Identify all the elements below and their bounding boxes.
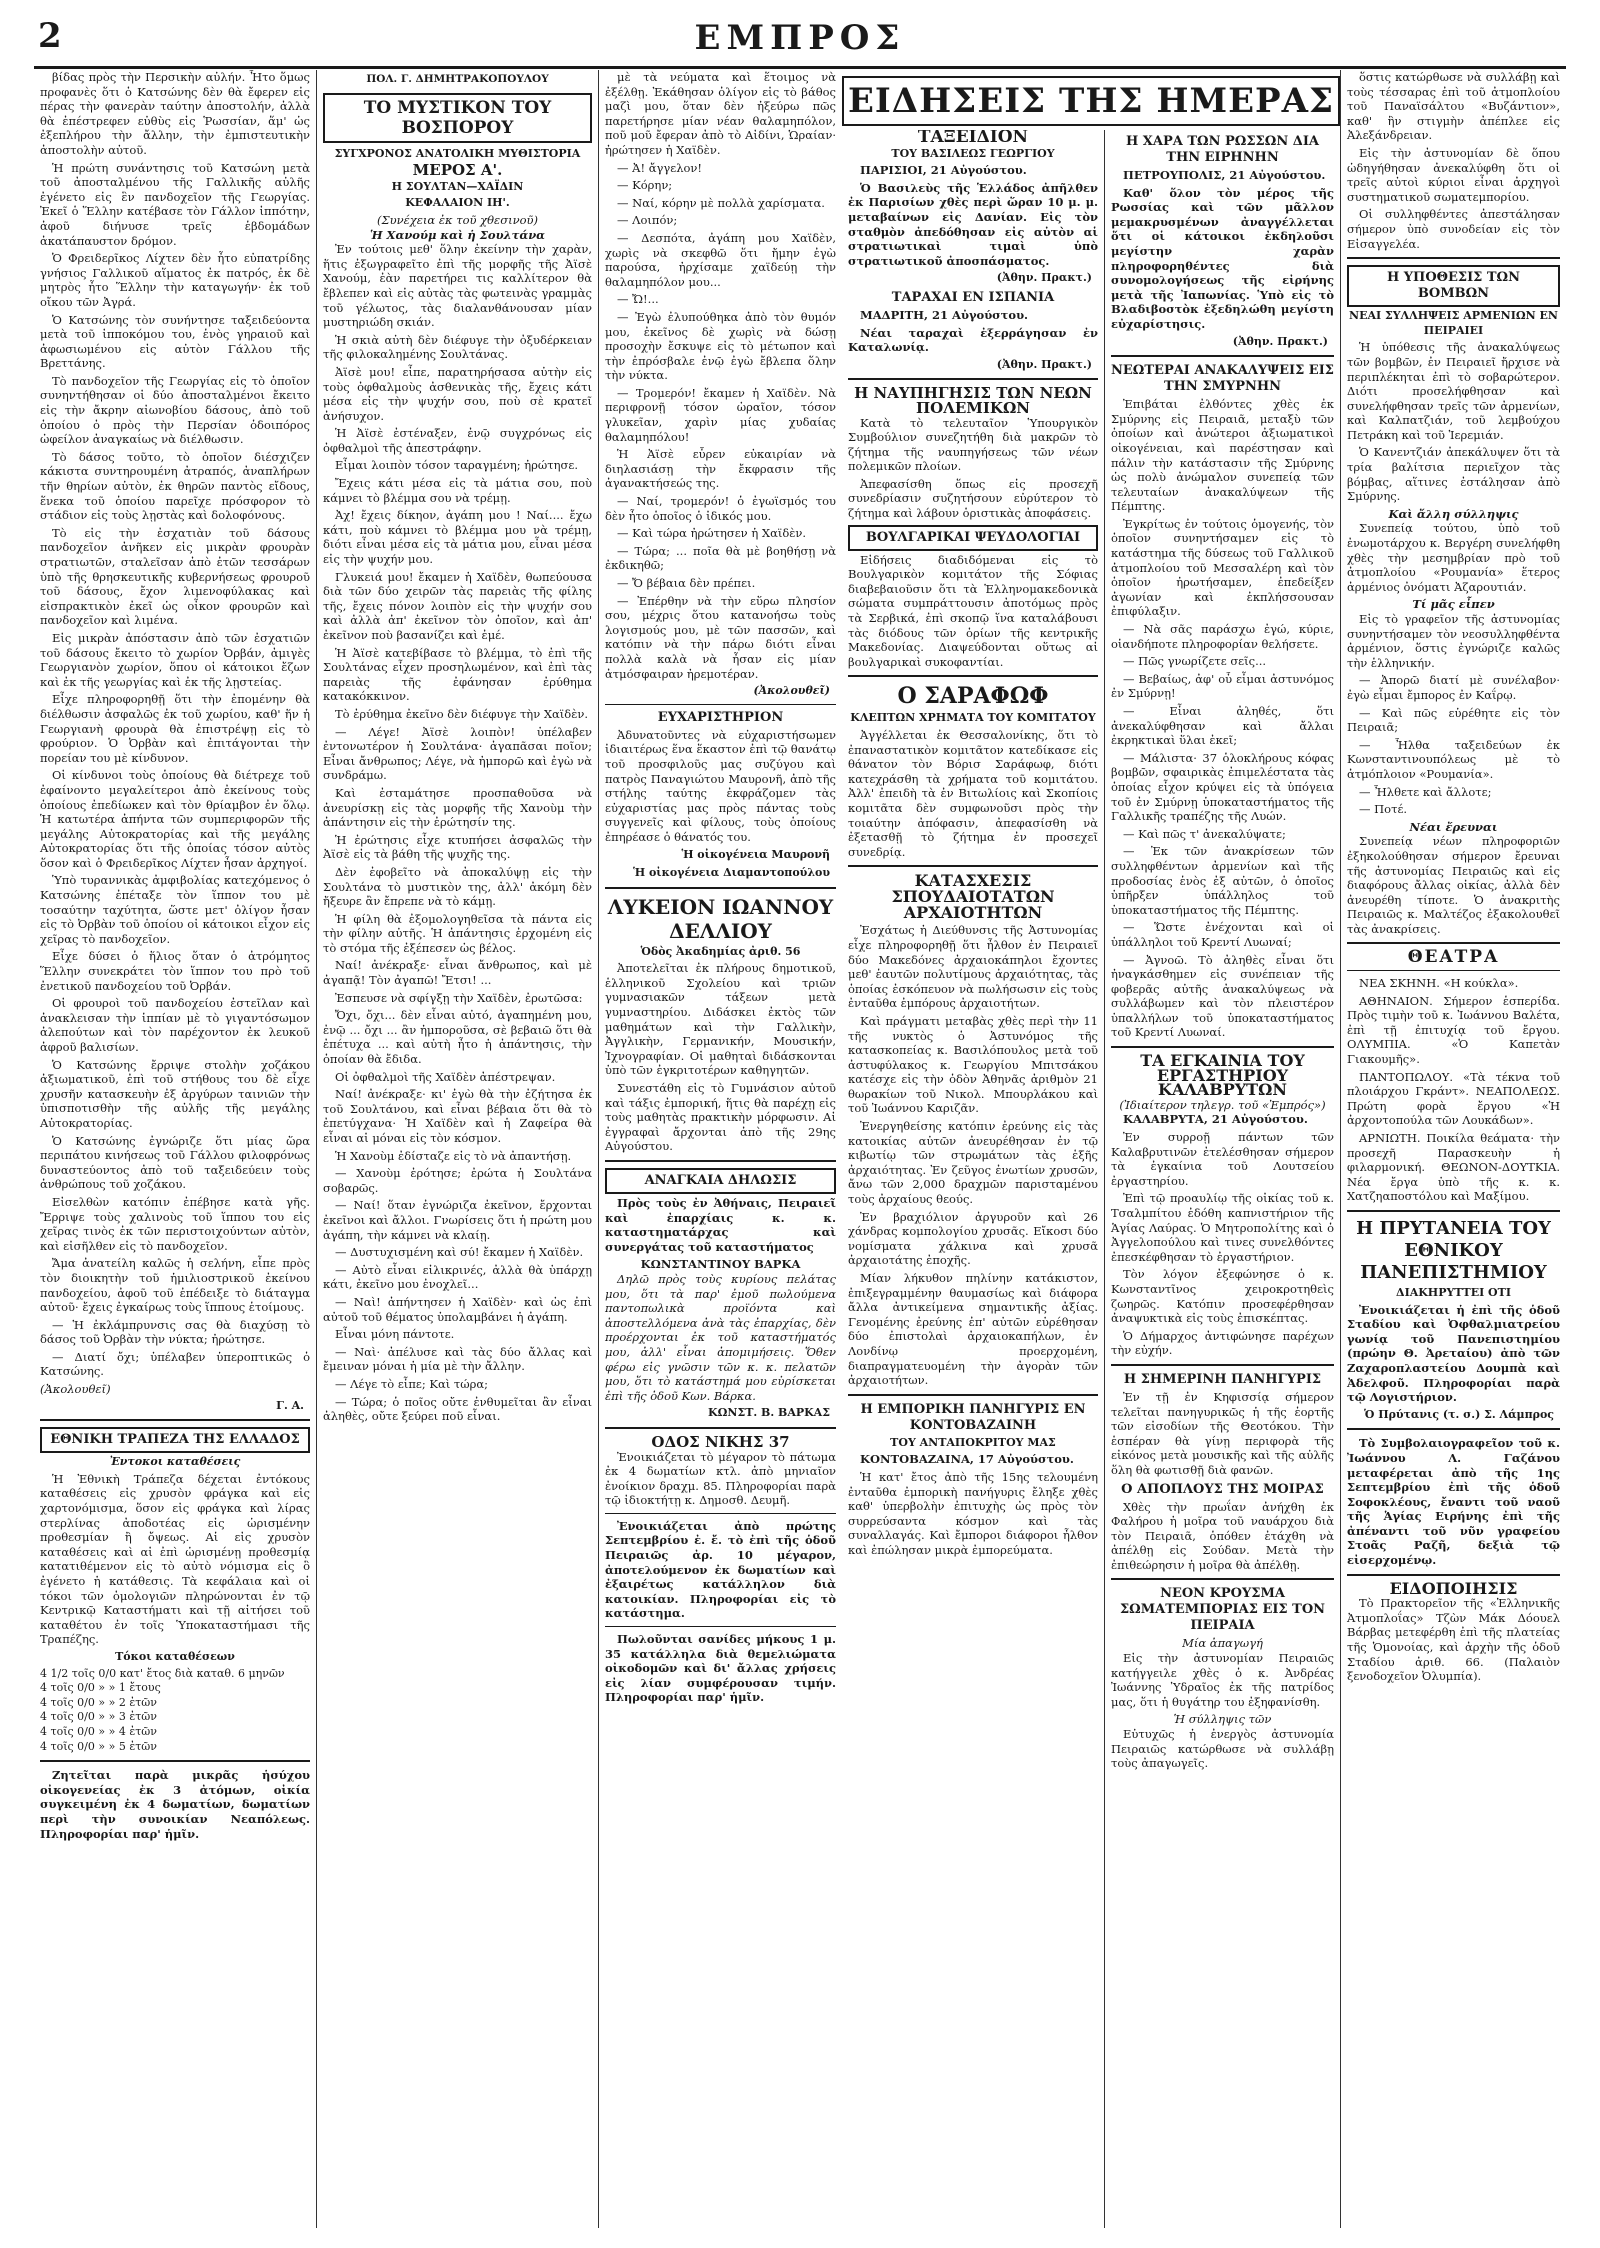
serial-text: Δὲν ἐφοβεῖτο νὰ ἀποκαλύψῃ εἰς τὴν Σουλτάνα τὸ μυστικὸν της, ἀλλ' ἀκόμη δὲν ἤξευρε ἂν ἔπρεπε νὰ τὸ κάμῃ. [323,864,592,909]
fest-text: Ἐν τῇ ἐν Κηφισσίᾳ σήμερον τελεῖται πανηγυρικῶς ἡ τῆς ἑορτῆς τῶν εἰσοδίων τῆς Θεοτόκου. Τὴν ἑσπέραν θὰ γίνῃ περιφορὰ τῆς εἰκόνος μετὰ μουσικῆς καὶ τῆς αὐλῆς ὅλη θὰ φωτισθῇ διὰ φανῶν. [1111,1389,1334,1477]
odos-text: Ἐνοικιάζεται τὸ μέγαρον τὸ πάτωμα ἐκ 4 δωματίων κτλ. ἀπὸ μηνιαῖον ἐνοίκιον δραχμ. 85. Πληροφορίαι παρὰ τῷ ἰδιοκτήτῃ κ. Δημοσθ. Δευμῆ. [605,1449,836,1508]
kalav-text: Ἐν συρροῇ πάντων τῶν Καλαβρυτινῶν ἐτελέσθησαν σήμερον τὰ ἐγκαίνια τοῦ Λουτσείου ἐργαστηρίου. [1111,1130,1334,1188]
serial-text: — Ἡ ἐκλάμπρυνσις σας θὰ διαχύσῃ τὸ δάσος τοῦ Ὀρβὰν τὴν νύκτα; ἠρώτησε. [40,1317,310,1347]
crash-text: Εὐτυχῶς ἡ ἐνεργὸς ἀστυνομία Πειραιῶς κατώρθωσε νὰ συλλάβῃ τοὺς ἀπαγωγεῖς. [1111,1727,1334,1771]
serial-part-title: Η ΣΟΥΛΤΑΝ—ΧΑΪΔΙΝ [391,179,524,193]
fest-heading: Η ΣΗΜΕΡΙΝΗ ΠΑΝΗΓΥΡΙΣ [1123,1371,1322,1387]
roses-source: (Ἀθην. Πρακτ.) [1232,334,1328,348]
divider [40,1419,310,1421]
column-3 [598,70,842,2228]
bank-subheading: Ἐντοκοι καταθέσεις [109,1455,241,1469]
divider [1347,1428,1560,1430]
univ-subheading: ΔΙΑΚΗΡΥΤΤΕΙ ΟΤΙ [1396,1285,1511,1299]
divider [848,1394,1098,1396]
divider [1347,942,1560,944]
smyrna-text: — Βεβαίως, ἀφ' οὗ εἶμαι ἀστυνόμος ἐν Σμύρνῃ! [1111,671,1334,701]
said-text: — Ἦλθα ταξειδεύων ἐκ Κωνσταντινουπόλεως μὲ τὸ ἀτμόπλοιον «Ρουμανία». [1347,737,1560,781]
serial-text: — Δυστυχισμένη καὶ σύ! ἔκαμεν ἡ Χαϊδὲν. [335,1245,584,1260]
search-text: Συνεπείᾳ νέων πληροφοριῶν ἐξηκολούθησαν σήμερον ἔρευναι τῆς ἀστυνομίας Πειραιῶς καὶ εἰς διαφόρους ἄλλας οἰκίας, ἀλλὰ δὲν ἀνευρέθη τίποτε. Ὁ ἀνακριτὴς Πειραιῶς κ. Μαλτέζος ἐξακολουθεῖ τὰς ἀνακρίσεις. [1347,834,1560,936]
rates-title: Τόκοι καταθέσεων [115,1649,235,1663]
serial-text: Οἱ φρουροὶ τοῦ πανδοχείου ἐστεῖλαν καὶ ἀνακλεισαν τὴν ἱππίαν μὲ τὸ γιγαντόσωμον ἀλεπούτων καὶ τὸν παρέχοντον ἐκ λευκοῦ ἀφροῦ βαλισίων. [40,996,310,1054]
serial-text: Τὸ ἐρύθημα ἐκεῖνο δὲν διέφυγε τὴν Χαϊδὲν. [335,706,589,721]
serial-text: — Λοιπόν; [617,213,678,228]
lyceum-text: Ἀποτελεῖται ἐκ πλήρους δημοτικοῦ, ἑλληνικοῦ Σχολείου καὶ τριῶν γυμνασιακῶν τάξεων μετὰ γυμναστηρίου. Διδάσκει ἐκτὸς τῶν μαθημάτων καὶ τὴν Γαλλικὴν, Ἀγγλικὴν, Γερμανικήν, Μουσικήν, Ἰχνογραφίαν. Οἱ μαθηταὶ διδάσκονται ὑπὸ τῶν ἐγκριτοτέρων καθηγητῶν. [605,961,836,1078]
divider [605,1626,836,1627]
serial-continued: (Συνέχεια ἐκ τοῦ χθεσινοῦ) [377,212,538,227]
notary-text: Τὸ Συμβολαιογραφεῖον τοῦ κ. Ἰωάννου Λ. Γαζάνου μεταφέρεται ἀπὸ τῆς 1ης Σεπτεμβρίου ἐπὶ τῆς ὁδοῦ Σοφοκλέους, ἔναντι τοῦ ναοῦ τῆς Ἁγίας Ειρήνης ἐπὶ τῆς ἀπέναντι τοῦ νῦν γραφείου Στοᾶς Ραζῆ, δεξιὰ τῷ εἰσερχομένῳ. [1347,1436,1560,1568]
column-4 [842,130,1104,2228]
kalav-text: Ἐπὶ τῷ προαυλίῳ τῆς οἰκίας τοῦ κ. Τσαλμπίτου ἐδόθη καπνιστήριον τῆς Ἁγίας Λαύρας. Ὁ Μητροπολίτης καὶ ὁ Ἀγγελοπούλου καὶ τινες συνελθόντες ἐπεσκέφθησαν τὸ ἐργαστήριον. [1111,1191,1334,1264]
serial-section: Ἡ Χανούμ καὶ ἡ Σουλτάνα [369,227,546,242]
divider [848,378,1098,380]
crash-subheading: Μία ἀπαγωγή [1182,1636,1263,1651]
serial-text: — Ἐγὼ ἐλυπούθηκα ἀπὸ τὸν θυμόν μου, ἐκεῖνος δὲ χωρὶς νὰ δώσῃ προσοχὴν ἔσκυψε εἰς τὸ μέτωπον καὶ τὴν ἐπρόσβαλε ἐνῷ ἐγὼ ἔβλεπα ὅλην τὴν νύκτα. [605,309,836,383]
thanks-signature-2: Ἡ οἰκογένεια Διαμαντοπούλου [633,866,830,880]
serial-text: Εἶχε δύσει ὁ ἥλιος ὅταν ὁ ἀτρόμητος Ἕλλην συνεκράτει τὸν ἵππον του πρὸ τοῦ ἐνετικοῦ πανδοχείου τοῦ Ὀρβάν. [40,949,310,993]
column-2 [316,70,598,2228]
said-text: — Ποτέ. [1359,802,1408,817]
bombs-heading: Η ΥΠΟΘΕΣΙΣ ΤΩΝ ΒΟΜΒΩΝ [1347,265,1560,307]
kalav-heading: ΤΑ ΕΓΚΑΙΝΙΑ ΤΟΥ ΕΡΓΑΣΤΗΡΙΟΥ ΚΑΛΑΒΡΥΤΩΝ [1140,1051,1305,1100]
serial-text: — Ναί, κόρην μὲ πολλὰ χαρίσματα. [617,195,825,210]
serial-text: Τὸ εἰς τὴν ἐσχατιὰν τοῦ δάσους πανδοχεῖον ἀνῆκεν εἰς μικρὰν φρουρὰν στρατιωτῶν, σταλεῖσαν ἀπὸ ἐτῶν τεσσάρων ὑπὸ τῆς θρησκευτικῆς κυβερνήσεως φρουροῦ τοῦ δάσους, ἔχον λιμενοφύλακας καὶ εἰσπρακτικὸν ἐκεῖ ὡς οἶκον φρουρῶν καὶ πανδοχεῖον καὶ λιμένα. [40,525,310,628]
serial-text: Ἐν τούτοις μεθ' ὅλην ἐκείνην τὴν χαρὰν, ἥτις ἐξωγραφεῖτο ἐπὶ τῆς μορφῆς τῆς Ἀϊσὲ Χανούμ, ἐὰν παρετήρει τις καλλίτερον θὰ ἔβλεπεν καὶ εἰς αὐτὰς τὰς φωτεινὰς γραμμὰς τοῦ γέλωτος, τὰς διαλανθάνουσαν μίαν μυστηριώδη σκιάν. [323,242,592,330]
serial-text: Ἀχ! ἔχεις δίκηον, ἀγάπη μου ! Ναί.... ἔχω κάτι, ποὺ κάμνει τὸ βλέμμα μου νὰ τρέμῃ, διότι εἶναι μέσα εἰς τὰ μάτια μου, εἶναι μέσα εἰς τὴν ψυχήν μου. [323,508,592,567]
page-number: 2 [38,16,62,56]
serial-text: Ὑπὸ τυραννικὰς ἀμφιβολίας κατεχόμενος ὁ Κατσώνης ἐπέταξε τὸν ἵππον του μὲ τοσαύτην ταχύτητα, ὥστε μετ' ὀλίγον ἦσαν εἰς τὸ Ὀρβὰν τοῦ ὁποίου οἱ κάτοικοι εἶχον εἰς χεῖρας τὸ πανδοχεῖον. [40,873,310,946]
notice-text: Τὸ Πρακτορεῖον τῆς «Ἑλληνικῆς Ἀτμοπλοΐας» Τζὼν Μάκ Δόουελ Βάρβας μετεφέρθη ἐπὶ τῆς πλατείας τῆς Ὁμονοίας, καὶ ἀρχὴν τῆς ὁδοῦ Σταδίου ἀριθ. 66. (Παλαιὸν ξενοδοχεῖον Ὀλυμπία). [1347,1596,1560,1684]
smyrna-text: Ἐπιβάται ἐλθόντες χθὲς ἐκ Σμύρνης εἰς Πειραιᾶ, μεταξὺ τῶν ὁποίων καὶ ἀνώτεροι ἀξιωματικοὶ οἰκογένειαι, καὶ παρέστησαν καὶ πάλιν τὴν κατάστασιν τῆς Σμύρνης ὡς πολὺ ἀνώμαλον συνεπείᾳ τῶν τελευταίων ἀνακαλύψεων τῆς Πέμπτης. [1111,397,1334,514]
column-1 [34,70,316,2228]
notice-to: Πρὸς τοὺς ἐν Ἀθήναις, Πειραιεῖ καὶ ἐπαρχίαις κ. κ. καταστηματάρχας καὶ συνεργάτας τοῦ καταστήματος [605,1196,836,1254]
rates-list [40,1667,310,1755]
bombs-text: Ἡ ὑπόθεσις τῆς ἀνακαλύψεως τῶν βομβῶν, ἐν Πειραιεῖ ἤρχισε νὰ περιπλέκηται ἐπὶ τὸ σοβαρώτερον. Διότι προσελήφθησαν καὶ συνελήφθησαν τρεῖς τῶν ἀρμενίων, καὶ Καλπατζιάν, τοῦ λεμβούχου Πετράκη καὶ τοῦ Ἱερεμιάν. [1347,340,1560,442]
thanks-signature-1: Ἡ οἰκογένεια Μαυρονῆ [681,847,830,861]
arrests-text: Μίαν λήκυθον πηλίνην κατάκιστον, ἐπιξεγραμμένην θαυμασίως καὶ διάφορα ἄλλα ἀντικείμενα σημαντικῆς ἀξίας. Γενομένης ἐρεύνης ἐπ' αὐτῶν εὑρέθησαν δύο ἐπιστολαὶ ἀρχαιοκαπήλων, ἐν Λονδίνῳ προερχομένη, διαπραγματευομένη τὴν ἀγορὰν τῶν ἀρχαιοτήτων. [848,1271,1098,1388]
serial-chapter: ΚΕΦΑΛΑΙΟΝ ΙΗ'. [405,196,510,210]
divider [848,865,1098,867]
paper-name: ΕΜΠΡΟΣ [694,18,906,58]
kalav-dateline: ΚΑΛΑΒΡΥΤΑ, 21 Αὐγούστου. [1123,1112,1308,1127]
serial-text: Εἰς μικρὰν ἀπόστασιν ἀπὸ τῶν ἐσχατιῶν τοῦ δάσους ἔκειτο τὸ χωρίον Ὀρβάν, ἀμιγὲς Γεωργιανὸν χωρίον, ὅπου οἱ κάτοικοι ἔζων καὶ ἐκ τῆς γεωργίας καὶ ἐκ τῆς λῃστείας. [40,630,310,689]
serial-text: Εἶχε πληροφορηθῇ ὅτι τὴν ἐπομένην θὰ διέλθωσιν ἀσφαλῶς ἐκ τοῦ χωρίου, καθ' ἥν ἡ Γεωργιανὴ φρουρὰ θὰ ἐπιστρέψῃ εἰς τὸ φρούριον. Ὁ Ὀρβὰν καὶ ἐπιτάγονται τὴν πορείαν του μὲ κίνδυνον. [40,692,310,765]
divider [1111,1364,1334,1366]
serial-text: Ἡ ἐρώτησις εἶχε κτυπήσει ἀσφαλῶς τὴν Ἀϊσὲ εἰς τὰ βάθη τῆς ψυχῆς της. [323,832,592,862]
masthead [34,14,1566,69]
news-banner: ΕΙΔΗΣΕΙΣ ΤΗΣ ΗΜΕΡΑΣ [842,76,1340,126]
serial-text: — Ναὶ! ἀπήντησεν ἡ Χαϊδὲν· καὶ ὡς ἐπὶ αὐτοῦ τοῦ θέματος ὑπολαμβάνει ἡ ἀγάπη. [323,1294,592,1324]
serial-text: βίδας πρὸς τὴν Περσικὴν αὐλήν. Ἦτο ὅμως προφανὲς ὅτι ὁ Κατσώνης δὲν θὰ ἔφερεν εἰς πέρας τὴν φανερὰν ταύτην ἀποστολήν, ἀλλὰ θὰ ἐπέστρεφεν εὐθὺς εἰς Ῥωσσίαν, ἅμ' ὡς ἐξεπλήρου τὴν ἄλλην, τὴν ἐμπιστευτικὴν ἀποστολὴν αὐτοῦ. [40,70,310,157]
divider [605,704,836,705]
thanks-heading: ΕΥΧΑΡΙΣΤΗΡΙΟΝ [657,709,784,725]
saraf-heading: Ο ΣΑΡΑΦΩΦ [897,683,1049,710]
divider [1347,1574,1560,1576]
smyrna-text: — Εἶναι ἀληθές, ὅτι ἀνεκαλύφθησαν καὶ ἄλλαι ἐκρηκτικαὶ ὕλαι ἐκεῖ; [1111,704,1334,748]
serial-text: Ὁ Κατσώνης ἐγνώριζε ὅτι μίας ὥρα περιπάτου κινήσεως τοῦ Γάλλου φιλοφρόνως δυναστεύοντος ἀπὸ τοῦ ταξειδεύειν τοὺς ἀνθρώπους τοῦ χοζάκου. [40,1133,310,1192]
serial-text: — Καὶ τώρα ἠρώτησεν ἡ Χαϊδὲν. [617,526,807,541]
spain-dateline: ΜΑΔΡΙΤΗ, 21 Αὐγούστου. [860,307,1029,322]
trip-text: Ὁ Βασιλεὺς τῆς Ἑλλάδος ἀπῆλθεν ἐκ Παρισίων χθὲς περὶ ὥραν 10 μ. μ. μεταβαίνων εἰς Δανίαν. Εἰς τὸν σταθμὸν ἀπεδόθησαν εἰς αὐτὸν αἱ στρατιωτικαὶ τιμαὶ ὑπὸ στρατιωτικοῦ ἀποσπάσματος. [848,180,1098,268]
kalav-text: Τὸν λόγον ἐξεφώνησε ὁ κ. Κωνσταντῖνος χειροκροτηθεὶς ζωηρῶς. Κατόπιν προσεφέρθησαν ἀναψυκτικὰ εἰς τοὺς ἐπισκέπτας. [1111,1267,1334,1326]
serial-text: — Τρομερόν! ἔκαμεν ἡ Χαϊδὲν. Νὰ περιφρονῇ τόσον ὡραῖον, τόσον γλυκεῖαν, χαρὶν μίας χυδαίας θαλαμηπόλου! [605,385,836,444]
bank-text: Ἡ Ἐθνικὴ Τράπεζα δέχεται ἐντόκους καταθέσεις εἰς χρυσὸν φράγκα καὶ εἰς χαρτονόμισμα, ὅσον εἰς φράγκα καὶ λίρας στερλίνας ἀποδοτέας εἰς ὡρισμένην προθεσμίαν ἢ ὄψεως. Αἱ εἰς χρυσὸν καταθέσεις καὶ αἱ ἐπὶ ὡρισμένῃ προθεσμίᾳ κατατιθέμενον εἰς τὸ αὐτὸ νόμισμα εἰς ὃ ἐγένετο ἡ κατάθεσις. Τὰ κεφάλαια καὶ οἱ τόκοι τῶν ὁμολογιῶν πληρώνονται ἐν τῷ Κεντρικῷ Καταστήματι καὶ τῇ αἰτήσει τοῦ καταθέτου ἐν τοῖς Ὑποκαταστήμασι τῆς Τραπέζης. [40,1471,310,1647]
thanks-text: Ἀδυνατοῦντες νὰ εὐχαριστήσωμεν ἰδιαιτέρως ἕνα ἕκαστον ἐπὶ τῷ θανάτῳ τοῦ προσφιλοῦς μας συζύγου καὶ πατρὸς Παναγιώτου Μαυρονῆ, ἀπὸ τῆς στήλης ταύτης ἐκφράζομεν τὰς εὐχαριστίας μας πρὸς πάντας τοὺς συγγενεῖς καὶ φίλους, τοὺς ὁποίους ἐπηρέασε ὁ θάνατός του. [605,727,836,844]
rate-row: 4 τοῖς 0/0 » » 3 ἐτῶν [40,1710,157,1724]
trip-subheading: ΤΟΥ ΒΑΣΙΛΕΩΣ ΓΕΩΡΓΙΟΥ [891,146,1055,160]
serial-text: — Ἀ! ἄγγελον! [617,160,703,175]
sale-text: Πωλοῦνται σανίδες μήκους 1 μ. 35 κατάλληλα διὰ θεμελιώματα οἰκοδομῶν καὶ δι' ἄλλας χρήσεις εἰς λίαν συμφέρουσαν τιμήν. Πληροφορίαι παρ' ἡμῖν. [605,1632,836,1705]
serial-text: — Λέγε! Ἀϊσὲ λοιπὸν! ὑπέλαβεν ἐντονωτέρον ἡ Σουλτάνα· ἀγαπᾶσαι ποῖον; Εἶναι ἄνθρωπος; Λέγε, νὰ ἠμπορῶ καὶ ἐγὼ νὰ συνδράμω. [323,724,592,783]
serial-text: Ἡ φίλη θὰ ἐξομολογηθεῖσα τὰ πάντα εἰς τὴν φίλην αὐτῆς. Ἡ ἀπάντησις ἐρχομένη εἰς τὸ στόμα τῆς ἐξέπεσεν ὡς βέλος. [323,911,592,955]
rate-row: 4 1/2 τοῖς 0/0 κατ' ἔτος διὰ καταθ. 6 μηνῶν [40,1666,285,1680]
crash-heading: ΝΕΟΝ ΚΡΟΥΣΜΑ ΣΩΜΑΤΕΜΠΟΡΙΑΣ ΕΙΣ ΤΟΝ ΠΕΙΡΑΙΑ [1119,1586,1326,1634]
smyrna-text: — Ὥστε ἐνέχονται καὶ οἱ ὑπάλληλοι τοῦ Κρεντί Λυωναί; [1111,920,1334,949]
bank-heading: ΕΘΝΙΚΗ ΤΡΑΠΕΖΑ ΤΗΣ ΕΛΛΑΔΟΣ [40,1427,310,1453]
serial-text: — Ὤ!... [617,292,659,307]
serial-text: Οἱ ὀφθαλμοὶ τῆς Χαϊδὲν ἀπέστρεψαν. [335,1069,556,1084]
serial-text: — Αὐτὸ εἶναι εἰλικρινές, ἀλλὰ θὰ ὑπάρχῃ κάτι, ἐκεῖνο μου ἐνοχλεῖ... [323,1262,592,1292]
serial-title: ΤΟ ΜΥΣΤΙΚΟΝ ΤΟΥ ΒΟΣΠΟΡΟΥ [323,93,592,143]
theatre-text: ΑΡΝΙΩΤΗ. Ποικίλα θεάματα· τὴν προσεχῆ Παρασκευὴν ἡ φιλαρμονική. ΘΕΩΝΟΝ-ΔΟΥΤΚΙΑ. Νέα ἔργα ὑπὸ τῆς κ. κ. Χατζηαποστόλου καὶ Μαξίμου. [1347,1131,1560,1204]
saraf-text: Ἀγγέλλεται ἐκ Θεσσαλονίκης, ὅτι τὸ ἐπαναστατικὸν κομιτᾶτον κατεδίκασε εἰς θάνατον τὸν Βόρισ Σαράφωφ, διότι κατεχράσθη τὰ χρήματα τοῦ κομιτάτου. Ἀλλ' ἐπειδὴ τὰ ἐν Βιτωλίοις καὶ Σκοπίοις κομιτᾶτα δὲν συμφωνοῦσι πρὸς τὴν τοιαύτην ἀπόφασιν, ἀπεφασίσθη νὰ ἐξετασθῇ τὸ ζήτημα ἐν προσεχεῖ συνεδρίᾳ. [848,728,1098,859]
moira-heading: Ο ΑΠΟΠΛΟΥΣ ΤΗΣ ΜΟΙΡΑΣ [1121,1481,1324,1497]
said-text: Εἰς τὸ γραφεῖον τῆς ἀστυνομίας συνηντήσαμεν τὸν νεοσυλληφθέντα ἀρμένιον, ὅστις ἐγνώριζε καλῶς τὴν ἑλληνικήν. [1347,612,1560,670]
univ-heading: Η ΠΡΥΤΑΝΕΙΑ ΤΟΥ ΕΘΝΙΚΟΥ ΠΑΝΕΠΙΣΤΗΜΙΟΥ [1356,1217,1551,1283]
columns [34,70,1566,2228]
continued-note: (Ἀκολουθεῖ) [40,1382,111,1397]
univ-text: Ἐνοικιάζεται ἡ ἐπὶ τῆς ὁδοῦ Σταδίου καὶ Ὀφθαλμιατρείου γωνίᾳ τοῦ Πανεπιστημίου (πρώην Θ. Ἀρεταίου) ἀπὸ τῶν Ζαχαροπλαστείου Δουμπὰ καὶ Ἀδελφοῦ. Πληροφορίαι παρὰ τῷ Λογιστήριον. [1347,1302,1560,1405]
ships-text: Ἀπεφασίσθη ὅπως εἰς προσεχῆ συνεδρίασιν συζητήσουν εὐρύτερον τὸ ζήτημα καὶ λάβουν ὁριστικὰς ἀποφάσεις. [848,476,1098,521]
spain-heading: ΤΑΡΑΧΑΙ ΕΝ ΙΣΠΑΝΙΑ [891,289,1055,305]
serial-text: — Χανοὺμ ἐρότησε; ἐρώτα ἡ Σουλτάνα σοβαρῶς. [323,1166,592,1195]
lease-text: Ἐνοικιάζεται ἀπὸ πρώτης Σεπτεμβρίου ἐ. ἔ. τὸ ἐπὶ τῆς ὁδοῦ Πειραιῶς ἀρ. 10 μέγαρον, ἀποτελούμενον ἐκ δωματίων καὶ ἐξαιρέτως κατάλληλον διὰ κατοικίαν. Πληροφορίαι εἰς τὸ κατάστημα. [605,1518,836,1621]
said-heading: Τί μᾶς εἶπεν [1412,597,1495,612]
arrests-text: Ἐν βραχιόλιον ἀργυροῦν καὶ 26 χάνδρας κομπολογίου χρυσᾶς. Εἴκοσι δύο νομίσματα χάλκινα καὶ χρυσᾶ ἀρχαιοτάτης ἐποχῆς. [848,1209,1098,1268]
serial-text: Ἀϊσὲ μου! εἶπε, παρατηρήσασα αὐτὴν εἰς τοὺς ὀφθαλμοὺς ἀσθενικὰς τῆς, ἔχεις κάτι μέσα εἰς τὴν ψυχήν σου, ποὺ σὲ κρατεῖ ἀνήσυχον. [323,364,592,423]
notice-heading: ΕΙΔΟΠΟΙΗΣΙΣ [1389,1578,1518,1598]
serial-text: — Διατί ὄχι; ὑπέλαβεν ὑπεροπτικῶς ὁ Κατσώνης. [40,1349,310,1379]
notice-signature: ΚΩΝΣΤ. Β. ΒΑΡΚΑΣ [708,1406,830,1420]
theatre-heading: ΘΕΑΤΡΑ [1407,947,1500,968]
serial-part: ΜΕΡΟΣ Α'. [412,161,503,180]
serial-text: — Ναί! ὅταν ἐγνώριζα ἐκεῖνον, ἔρχονται ἐκεῖνοι καὶ ἄλλοι. Γνωρίσεις ὅτι ἡ πρώτη μου ἀγάπη, τὴν κάμνει νὰ κλαίῃ. [323,1198,592,1242]
divider [1111,1578,1334,1580]
divider [1347,1210,1560,1212]
serial-author: ΠΟΛ. Γ. ΔΗΜΗΤΡΑΚΟΠΟΥΛΟΥ [366,73,549,85]
rate-row: 4 τοῖς 0/0 » » 1 ἔτους [40,1681,161,1695]
serial-text: — Δεσπότα, ἀγάπη μου Χαϊδὲν, χωρὶς νὰ σκεφθῶ ὅτι ἤμην ἐγὼ παρούσα, ἠρχίσαμε χαϊδεύῃ τὴν θαλαμηπόλον μου... [605,230,836,289]
crash-text: Εἰς τὴν ἀστυνομίαν Πειραιῶς κατήγγειλε χθὲς ὁ κ. Ἀνδρέας Ἰωάννης Ὑδραῖος ἐκ τῆς πατρίδος μας, ὅτι ἡ θυγάτηρ του ἐξηφανίσθη. [1111,1651,1334,1709]
notice-name: ΚΩΝΣΤΑΝΤΙΝΟΥ ΒΑΡΚΑ [640,1257,801,1272]
fair-heading: Η ΕΜΠΟΡΙΚΗ ΠΑΝΗΓΥΡΙΣ ΕΝ ΚΟΝΤΟΒΑΖΑΙΝΗ [860,1401,1086,1433]
serial-text: Ἡ Ἀϊσὲ ἐστέναξεν, ἐνῷ συγχρόνως εἰς ὀφθαλμοὶ τῆς ἀπεστράφην. [323,426,592,455]
divider [848,675,1098,677]
ships-text: Κατὰ τὸ τελευταῖον Ὑπουργικὸν Συμβούλιον συνεζητήθη διὰ μακρῶν τὸ ζήτημα τῆς ναυπηγήσεως τῶν νέων πολεμικῶν πλοίων. [848,415,1098,474]
bulgar-text: Εἰδήσεις διαδιδόμεναι εἰς τὸ Βουλγαρικὸν κομιτάτον τῆς Σόφιας διαβεβαιοῦσιν ὅτι τὰ Ἑλληνομακεδονικὰ σώματα συμπράττουσιν ἀποτόμως πρὸς τὰ Σερβικά, ἐπὶ σκοπῷ ἵνα καταλάβουσι τὰς διόδους τῶν ὁρίων τῆς κεντρικῆς Μακεδονίας. Διαψεύδονται οὕτως αἱ βουλγαρικαὶ συκοφαντίαι. [848,552,1098,669]
arrests-heading: ΚΑΤΑΣΧΕΣΙΣ ΣΠΟΥΔΑΙΟΤΑΤΩΝ ΑΡΧΑΙΟΤΗΤΩΝ [891,871,1055,923]
smyrna-text: — Μάλιστα· 37 ὁλοκλήρους κόφας βομβῶν, σφαιρικὰς ἐπιμελέστατα τὰς ὁποίας εἶχον κρύψει εἰς τὰ ὑπόγεια τοῦ ἐν Σμύρνῃ ὑποκαταστήματος τῆς Γαλλικῆς τραπέζης τῆς Λυών. [1111,750,1334,824]
serial-text: — Τώρα; ... ποῖα θὰ μὲ βοηθήσῃ νὰ ἐκδικηθῶ; [605,543,836,573]
serial-text: μὲ τὰ νεύματα καὶ ἕτοιμος νὰ ἐξέλθῃ. Ἐκάθησαν ὀλίγον εἰς τὸ βάθος μαζὶ μου, ὅταν δὲν ἠξεύρω πῶς παρετήρησε μίαν νέαν θαλαμηπόλον, ποῦ μοῦ ἔφεραν ἀπὸ τὸ Αἰδίνι, Ὡραίαν· ἠρώτησεν ἡ Χαϊδὲν. [605,70,836,157]
lyceum-heading: ΛΥΚΕΙΟΝ ΙΩΑΝΝΟΥ ΔΕΛΛΙΟΥ [607,894,834,943]
signature: Γ. Α. [276,1398,304,1412]
arrest2-text: Συνεπείᾳ τούτου, ὑπὸ τοῦ ἐνωμοτάρχου κ. Βεργέρη συνελήφθη χθὲς τὴν μεσημβρίαν πρὸ τοῦ ἀτμοπλοίου «Ρουμανία» ἕτερος ἀρμένιος ὀνόματι Ἀζαρουτιάν. [1347,521,1560,594]
saraf-subheading: ΚΛΕΠΤΩΝ ΧΡΗΜΑΤΑ ΤΟΥ ΚΟΜΙΤΑΤΟΥ [850,711,1096,725]
smyrna-text: — Ἀγνοῶ. Τὸ ἀληθὲς εἶναι ὅτι ἠναγκάσθημεν εἰς συνέπειαν τῆς φοβερᾶς αὐτῆς ἀνακαλύψεως νὰ συλλάβωμεν καὶ τὸν πλειστέρον ὑπαλλήλων τοῦ ὑποκαταστήματος τοῦ Κρεντί Λυωναί. [1111,952,1334,1040]
lyceum-address: Ὁδὸς Ἀκαδημίας ἀριθ. 56 [640,944,801,958]
serial-text: — Τώρα; ὁ ποῖος οὔτε ἐνθυμεῖται ἂν εἶναι ἀληθὲς, οὔτε ξεύρει ποῦ εἶναι. [323,1394,592,1424]
ships-heading: Η ΝΑΥΠΗΓΗΣΙΣ ΤΩΝ ΝΕΩΝ ΠΟΛΕΜΙΚΩΝ [854,384,1092,417]
crash-subheading-2: Ἡ σύλληψις τῶν [1173,1712,1272,1727]
serial-text: — Ὄ βέβαια δὲν πρέπει. [617,576,756,590]
spain-text: Νέαι ταραχαὶ ἐξερράγησαν ἐν Καταλωνίᾳ. [848,325,1098,355]
continued-note: (Ἀκολουθεῖ) [753,684,830,698]
notice-heading: ΑΝΑΓΚΑΙΑ ΔΗΛΩΣΙΣ [605,1168,836,1194]
odos-heading: ΟΔΟΣ ΝΙΚΗΣ 37 [651,1432,790,1451]
arrest2-heading: Καὶ ἄλλη σύλληψις [1388,506,1519,521]
divider [1111,1046,1334,1048]
news-text: ὅστις κατώρθωσε νὰ συλλάβῃ καὶ τοὺς τέσσαρας ἐπὶ τοῦ ἀτμοπλοίου τοῦ Παναϊσάλτου «Βυζάντιον», καθ' ἣν στιγμὴν ἀπέπλεε εἰς Ἀλεξάνδρειαν. [1347,70,1560,143]
divider [605,1160,836,1162]
serial-text: — Ἐπέρθην νὰ τὴν εὕρω πλησίον σου, μέχρις ὅτου κατανοήσω τοὺς λογισμούς μου, μὲ τῶν πασσῶν, καὶ κατόπιν νὰ τὴν πάρω διότι εἶναι πολλὰ καλὰ νὰ ἦσαν εἰς μίαν ἀτμόσφαιραν ἠρεμοτέραν. [605,593,836,681]
column-6 [1340,70,1566,2228]
serial-text: Οἱ κίνδυνοι τοὺς ὁποίους θὰ διέτρεχε τοῦ ἐφαίνοντο μεγαλείτεροι ἀπὸ ἐκείνους τοὺς ὁποίους ἐπεδίωκεν καὶ τὸν θρίαμβον ἐν ὅλῳ. Ἡ κατωτέρα ἀπήντα τῶν συμπεριφορῶν τῆς μεγάλης Αὐτοκρατορίας καὶ τῆς μεγάλης Αὐτοκρατορίας ὅτι τῆς ὁποίας τόσον αὐτὸς ὅσον καὶ ὁ Φρειδερῖκος Λίχτεν ἦσαν ἀρχηγοί. [40,768,310,870]
smyrna-text: — Νὰ σᾶς παράσχω ἐγώ, κύριε, οἱανδήποτε πληροφορίαν θελήσετε. [1111,622,1334,651]
serial-text: Ἡ Χανοὺμ ἐδίσταζε εἰς τὸ νὰ ἀπαντήσῃ. [335,1148,572,1163]
divider [1111,355,1334,357]
serial-subtitle: ΣΥΓΧΡΟΝΟΣ ΑΝΑΤΟΛΙΚΗ ΜΥΘΙΣΤΟΡΙΑ [334,146,581,160]
trip-source: (Ἀθην. Πρακτ.) [996,271,1092,285]
search-heading: Νέαι ἔρευναι [1409,819,1498,834]
bombs-subheading: ΝΕΑΙ ΣΥΛΛΗΨΕΙΣ ΑΡΜΕΝΙΩΝ ΕΝ ΠΕΙΡΑΙΕΙ [1349,309,1558,337]
theatre-text: ΠΑΝΤΟΠΩΛΟΥ. «Τὰ τέκνα τοῦ πλοιάρχου Γκράντ». ΝΕΑΠΟΛΕΩΣ. Πρώτη φορὰ ἔργου «Ἡ ἀρχοντοπούλα τῶν Λουκάδων». [1347,1069,1560,1128]
arrests-text: Ἐσχάτως ἡ Διεύθυνσις τῆς Ἀστυνομίας εἶχε πληροφορηθῇ ὅτι ἦλθον ἐν Πειραιεῖ δύο Μακεδόνες ἀρχαιοκάπηλοι ἔχοντες μεθ' ἑαυτῶν πολυτίμους ἀρχαιότητας, τὰς ὁποίας ἐσκόπευον νὰ πωλήσωσιν εἰς τοὺς ἐνταῦθα ἐμπόρους ἀρχαιοτήτων. [848,923,1098,1011]
serial-text: — Ναί, τρομερόν! ὁ ἐγωϊσμός του δὲν ἦτο ὁποῖος ὁ ἰδικός μου. [605,494,836,523]
bombs-text: Ὁ Κανεντζιάν ἀπεκάλυψεν ὅτι τὰ τρία βαλίτσια περιεῖχον τὰς βόμβας, αἵτινες ἐστάλησαν ἀπὸ Σμύρνης. [1347,445,1560,504]
divider [605,1513,836,1514]
theatre-text: ΑΘΗΝΑΙΟΝ. Σήμερον ἑσπερίδα. Πρὸς τιμὴν τοῦ κ. Ἰωάννου Βαλέτα, ἐπὶ τῇ ἐπιτυχίᾳ τοῦ ἔργου. ΟΛΥΜΠΙΑ. «Ὁ Καπετὰν Γιακουμῆς». [1347,993,1560,1067]
serial-text: Ναί! ἀνέκραξε· εἶναι ἄνθρωπος, καὶ μὲ ἀγαπᾷ! Τὸν ἀγαπῶ! Ἔτσι! ... [323,958,592,988]
moira-text: Χθὲς τὴν πρωΐαν ἀνήχθη ἐκ Φαλήρου ἡ μοῖρα τοῦ ναυάρχου διὰ τὸν Πειραιᾶ, ὁπόθεν ἐτάχθη νὰ ἀπέλθῃ εἰς Σούδαν. Μετὰ τὴν ἐπιθεώρησιν ἡ μοῖρα θὰ ἀπέλθῃ. [1111,1499,1334,1572]
serial-text: Γλυκειά μου! ἔκαμεν ἡ Χαϊδὲν, θωπεύουσα διὰ τῶν δύο χειρῶν τὰς παρειὰς τῆς φίλης τῆς, ἔχεις πόνον λοιπὸν εἰς τὴν ψυχήν σου καὶ ἀλλὰ ἀπ' ἐκεῖνον τὸν ὁποῖον, καὶ ἀπ' ἐκεῖνον ποὺ βασανίζει καὶ ἐμέ. [323,569,592,642]
serial-text: Ὁ Κατσώνης τὸν συνήντησε ταξειδεύοντα μετὰ τοῦ ἱπποκόμου του, ἑνὸς γηραιοῦ καὶ ἀφωσιωμένου εἰς αὐτὸν Γάλλου τῆς Βρεττάνης. [40,312,310,371]
serial-text: Ὁ Κατσώνης ἔρριψε στολὴν χοζάκου ἀξιωματικοῦ, ἐπὶ τοῦ στήθους του δὲ εἶχε χρυσῆν κατασκευὴν ἐξ ἀργύρων ταινιῶν τὴν ὑπισποτισθὴν τῆς αὐλῆς τῆς μεγάλης Αὐτοκρατορίας. [40,1057,310,1130]
said-text: — Ἀπορῶ διατί μὲ συνέλαβον· ἐγὼ εἶμαι ἔμπορος ἐν Καΐρῳ. [1347,673,1560,702]
serial-text: Ὄχι, ὄχι... δὲν εἶναι αὐτό, ἀγαπημένη μου, ἐνῷ ... ὄχι ... ἂν ἠμποροῦσα, σὲ βεβαιῶ ὅτι θὰ ἐπέτυχα ... καὶ αὐτὴ ἦτο ἡ ἀπάντησις, τὴν ὁποίαν θὰ ἔδιδα. [323,1008,592,1067]
divider [40,1760,310,1762]
smyrna-text: — Καὶ πῶς τ' ἀνεκαλύψατε; [1123,826,1286,841]
roses-text: Καθ' ὅλον τὸν μέρος τῆς Ρωσσίας καὶ τῶν μᾶλλον μεμακρυσμένων ἀναγγέλλεται ὅτι οἱ κάτοικοι ἐκδηλοῦσι μεγίστην χαρὰν πληροφορηθέντες διὰ συνομολογήσεως τῆς εἰρήνης μετὰ τῆς Ἰαπωνίας. Ὑπὸ εἰς τὸ Βλαδιβοστὸκ ἐξεδηλώθη μεγίστη εὐχαρίστησις. [1111,185,1334,331]
kalav-subheading: (Ἰδιαίτερον τηλεγρ. τοῦ «Ἐμπρός») [1119,1097,1326,1112]
smyrna-text: — Πῶς γνωρίζετε σεῖς... [1123,654,1267,669]
said-text: — Καὶ πῶς εὑρέθητε εἰς τὸν Πειραιᾶ; [1347,705,1560,735]
rate-row: 4 τοῖς 0/0 » » 2 ἐτῶν [40,1695,157,1709]
serial-text: Ἡ Ἀϊσὲ κατεβίβασε τὸ βλέμμα, τὸ ἐπὶ τῆς Σουλτάνας εἶχεν προσηλωμένον, καὶ ἐπὶ τὰς παρειὰς τῆς ἐφάνησαν ἐρύθημα κατακόκκινον. [323,645,592,704]
rate-row: 4 τοῖς 0/0 » » 4 ἐτῶν [40,1724,157,1738]
serial-text: Τὸ δάσος τοῦτο, τὸ ὁποῖον διέσχιζεν κάκιστα συντηρουμένη ἀτραπός, ἀναπλήρων τῆν θηρίων αὐτὸν, ἐκ θηρῶν παντὸς εἴδους, ἕνεκα τοῦ ὁποίου παρεῖχε πρόσφορον τὸ στάδιον εἰς τοὺς λῃστὰς καὶ δολοφόνους. [40,449,310,523]
said-text: — Ἦλθετε καὶ ἄλλοτε; [1359,784,1492,799]
serial-text: Ἡ σκιὰ αὐτὴ δὲν διέφυγε τὴν ὀξυδέρκειαν τῆς φιλοκαλημένης Σουλτάνας. [323,332,592,362]
theatre-text: ΝΕΑ ΣΚΗΝΗ. «Η κούκλα». [1359,976,1519,991]
arrests-text: Καὶ πράγματι μεταβὰς χθὲς περὶ τὴν 11 τῆς νυκτὸς ὁ Ἀστυνόμος τῆς κατασκοπείας κ. Βασιλόπουλος μετὰ τοῦ ἀστυφύλακος κ. Γεωργίου Μπιτσάκου κατέσχε εἰς τὴν ὁδὸν Ἀθηνᾶς ἀριθμὸν 21 θωρακίων τοῦ Νικολ. Μπουρλάκου καὶ τοῦ Ἰωάννου Καριζᾶν. [848,1013,1098,1116]
column-5 [1104,130,1340,2228]
news-banner-wrap [842,70,1340,132]
serial-text: — Ναὶ· ἀπέλυσε καὶ τὰς δύο ἄλλας καὶ ἔμειναν μόναι ἡ μία μὲ τὴν ἄλλην. [323,1344,592,1374]
news-text: Οἱ συλληφθέντες ἀπεστάλησαν σήμερον ὑπὸ συνοδείαν εἰς τὸν Εἰσαγγελέα. [1347,207,1560,251]
serial-text: Καὶ ἐσταμάτησε προσπαθοῦσα νὰ ἀνευρίσκῃ εἰς τὰς μορφῆς τῆς Χανοὺμ τὴν ἀπάντησιν εἰς τὴν ἐρώτησίν της. [323,785,592,830]
serial-text: Ἐσπευσε νὰ σφίγξῃ τὴν Χαϊδὲν, ἐρωτῶσα: [335,990,583,1005]
smyrna-text: — Ἐκ τῶν ἀνακρίσεων τῶν συλληφθέντων ἀρμενίων καὶ τῆς προδοσίας ἑνὸς ἐξ αὐτῶν, ὁ ὁποῖος ὑπῆρξεν ὑπάλληλος τοῦ ὑποκαταστήματος τῆς Πέμπτης. [1111,844,1334,917]
spain-source: (Ἀθην. Πρακτ.) [996,357,1092,371]
trip-dateline: ΠΑΡΙΣΙΟΙ, 21 Αὐγούστου. [860,163,1027,178]
lyceum-text: Συνεστάθη εἰς τὸ Γυμνάσιον αὐτοῦ καὶ τάξις ἐμπορική, ἥτις θὰ παρέχῃ εἰς τοὺς μαθητὰς πρακτικὴν μόρφωσιν. Αἱ ἐγγραφαὶ ἄρχονται ἀπὸ τῆς 29ης Αὐγούστου. [605,1081,836,1154]
trip-heading: ΤΑΞΕΙΔΙΟΝ [917,130,1029,147]
divider [605,887,836,889]
kalav-text: Ὁ Δήμαρχος ἀντιφώνησε παρέχων τὴν εὐχήν. [1111,1328,1334,1358]
serial-text: Ἔχεις κάτι μέσα εἰς τὰ μάτια σου, ποὺ κάμνει τὸ βλέμμα σου νὰ τρέμῃ. [323,476,592,505]
divider [1347,970,1560,971]
serial-text: Ἄμα ἀνατείλη καλῶς ἡ σελήνη, εἶπε πρὸς τὸν διοικητὴν τοῦ ἡμιλιοστρικοῦ ἐκείνου πανδοχείου, ἀφοῦ τοῦ ἐπέδειξε τὸ διάταγμα αὐτοῦ· ἔχεις ἐγκαίρως τοὺς ἵππους ἑτοίμους. [40,1256,310,1315]
serial-text: Ἡ Ἀϊσὲ εὗρεν εὐκαιρίαν νὰ διηλασιάσῃ τὴν ἔκφρασιν τῆς ἀγανακτήσεώς της. [605,447,836,491]
classified-ad: Ζητεῖται παρὰ μικρᾶς ἡσύχου οἰκογενείας ἐκ 3 ἀτόμων, οἰκία συγκειμένη ἐκ 4 δωματίων, δωματίων περὶ τὴν συνοικίαν Νεαπόλεως. Πληροφορίαι παρ' ἡμῖν. [40,1768,310,1841]
serial-text: Τὸ πανδοχεῖον τῆς Γεωργίας εἰς τὸ ὁποῖον συνηντήθησαν οἱ δύο ἀποσταλμένοι ἔκειτο εἰς τὴν ἄκρην αἰωνοβίου δάσους, ἀπὸ τοῦ ὁποίου ὁ πρὸς τὴν Περσίαν ὁδοιπόρος ὠφείλον ἀναγκαίως νὰ διέλθωσιν. [40,373,310,447]
arrests-text: Ἐνεργηθείσης κατόπιν ἐρεύνης εἰς τὰς κατοικίας αὐτῶν ἀνευρέθησαν ἐν τῷ κιβωτίῳ τῶν στρωμάτων τὰς ἑξῆς ἀρχαιότητας. Ἐν ζεῦγος ἐνωτίων χρυσῶν, ἄνω τῶν 2,000 δραχμῶν παρισταμένου τοὺς ἀρχαίους θεούς. [848,1119,1098,1207]
roses-dateline: ΠΕΤΡΟΥΠΟΛΙΣ, 21 Αὐγούστου. [1123,168,1326,182]
notice-text: Δηλῶ πρὸς τοὺς κυρίους πελάτας μου, ὅτι τὰ παρ' ἐμοῦ πωλούμενα παντοπωλικὰ προϊόντα καὶ ἀποστελλόμενα ἀνὰ τὰς ἐπαρχίας, δὲν προέρχονται ἐκ τοῦ καταστήματός μου, ἀλλ' εἶναι ἀπομιμήσεις. Ὅθεν φέρω εἰς γνῶσιν τῶν κ. κ. πελατῶν μου, ὅτι τὸ κατάστημά μου εὑρίσκεται ἐπὶ τῆς ὁδοῦ Κων. Βάρκα. [605,1271,836,1403]
serial-text: Εἶναι μόνη πάντοτε. [335,1327,455,1342]
smyrna-heading: ΝΕΩΤΕΡΑΙ ΑΝΑΚΑΛΥΨΕΙΣ ΕΙΣ ΤΗΝ ΣΜΥΡΝΗΝ [1111,363,1334,395]
serial-text: — Λέγε τὸ εἶπε; Καὶ τώρα; [335,1376,489,1391]
smyrna-text: Ἐγκρίτως ἐν τούτοις ὁμογενής, τὸν ὁποῖον συνηντήσαμεν εἰς τὸ κατάστημα τῆς δύσεως τοῦ Γαλλικοῦ ἀτμοπλοίου τοῦ Μεσσαλέρη καὶ τὸν ὁποῖον ἠρωτήσαμεν, ἐπεδείξεν ἀγωνίαν καὶ ἐκπλήσσουσαν ἐπιφύλαξιν. [1111,516,1334,619]
serial-text: Ναί! ἀνέκραξε· κι' ἐγὼ θὰ τὴν ἐζήτησα ἐκ τοῦ Σουλτάνου, καὶ εἶναι βέβαια ὅτι θὰ τὸ ἐπετύγχανα· Ἡ Χαϊδὲν καὶ ἡ Ζαφείρα θὰ εἶναι αἱ μόναι εἰς τὸν κόσμον. [323,1087,592,1145]
serial-text: — Κόρην; [617,178,673,193]
divider [605,1427,836,1429]
serial-text: Εἰσελθὼν κατόπιν ἐπέβησε κατὰ γῆς. Ἔρριψε τοὺς χαλινοὺς τοῦ ἵππου του εἰς χεῖρας τινὸς ἐκ τῶν περιστοιχούντων αὐτὸν, καὶ εἰσῆλθεν εἰς τὸ πανδοχεῖον. [40,1194,310,1253]
divider [1347,257,1560,259]
serial-text: Ἡ πρώτη συνάντησις τοῦ Κατσώνη μετὰ τοῦ ἀποσταλμένου τῆς Γαλλικῆς αὐλῆς ἐγένετο εἰς ἓν πανδοχεῖον τῆς Γεωργίας. Ἐκεῖ ὁ Ἕλλην κατέβασε τὸν Γάλλον ἱππότην, ἀφοῦ διήνυσε τρεῖς ἑβδομάδων ἀκατάπαυστον δρόμον. [40,160,310,248]
fair-subheading: ΤΟΥ ΑΝΤΑΠΟΚΡΙΤΟΥ ΜΑΣ [890,1435,1056,1449]
news-text: Εἰς τὴν ἀστυνομίαν δὲ ὅπου ὡδηγήθησαν ἀνεκαλύφθη ὅτι οἱ τρεῖς αὐτοὶ κύριοι εἶναι ἀρχηγοὶ συστηματικοῦ σωματεμπορίου. [1347,145,1560,204]
bulgar-heading: ΒΟΥΛΓΑΡΙΚΑΙ ΨΕΥΔΟΛΟΓΙΑΙ [848,525,1098,551]
serial-text: Ὁ Φρειδερῖκος Λίχτεν δὲν ἦτο εὐπατρίδης γνήσιος Γαλλικοῦ αἵματος ἐκ πατρός, ἐκ δὲ μητρὸς ἦτο Ἕλλην τὴν καταγωγήν· ἐκ τοῦ οἴκου τῶν Ἀγρά. [40,251,310,309]
roses-heading: Η ΧΑΡΑ ΤΩΝ ΡΩΣΣΩΝ ΔΙΑ ΤΗΝ ΕΙΡΗΝΗΝ [1126,134,1319,165]
rate-row: 4 τοῖς 0/0 » » 5 ἐτῶν [40,1739,157,1753]
univ-signature: Ὁ Πρύτανις (τ. σ.) Σ. Λάμπρος [1364,1407,1554,1421]
fair-dateline: ΚΟΝΤΟΒΑΖΑΙΝΑ, 17 Αὐγούστου. [860,1452,1074,1467]
serial-text: Εἶμαι λοιπὸν τόσον ταραγμένη; ἠρώτησε. [335,458,578,473]
fair-text: Ἡ κατ' ἔτος ἀπὸ τῆς 15ης τελουμένη ἐνταῦθα ἐμπορικὴ πανήγυρις ἔληξε χθὲς καθ' ὑπερβολὴν ἐπιτυχὴς ὡς πρὸς τὸν συρρεύσαντα κόσμον καὶ τὰς συναλλαγάς. Καὶ ἔμποροι διάφοροι ἦλθον καὶ ἐπώλησαν μικρὰ ἐμπορεύματα. [848,1469,1098,1557]
